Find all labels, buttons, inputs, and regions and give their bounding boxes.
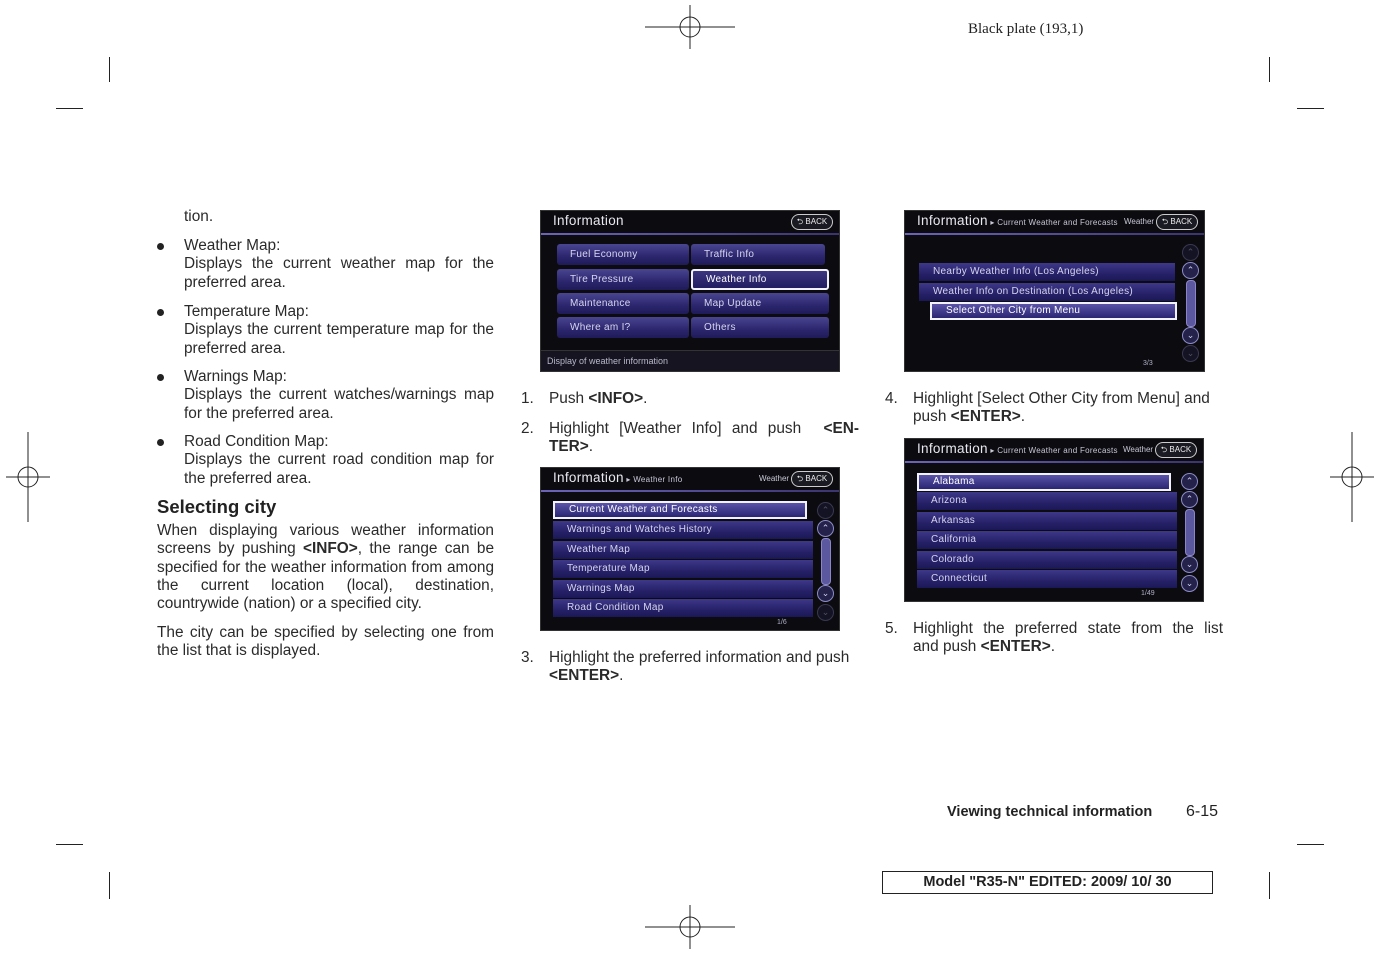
list-row[interactable]: Nearby Weather Info (Los Angeles) [919,263,1175,281]
key-label: <ENTER> [980,638,1051,656]
step-number: 5. [885,620,898,637]
registration-mark-bottom [645,905,735,949]
list-row[interactable]: Warnings Map [553,580,813,598]
bullet-title: Weather Map: [184,237,281,254]
scroll-top-icon[interactable]: ⌃ [817,502,834,519]
registration-mark-right [1330,432,1374,522]
registration-mark-top [645,5,735,49]
list-row-selected[interactable]: Select Other City from Menu [930,302,1177,320]
page-indicator: 3/3 [1143,360,1153,367]
key-label: <INFO> [588,390,644,407]
screen-title: Information ▸ Current Weather and Forecasts [917,441,1118,456]
crop-mark [56,844,83,845]
list-row[interactable]: Arizona [917,492,1177,510]
screen-title: Information ▸ Current Weather and Forecasts [917,213,1118,228]
crop-mark [56,108,83,109]
back-button[interactable]: ⮌ BACK [1155,442,1197,458]
bullet-text: Displays the current weather map for the preferred area. [184,255,494,291]
key-label: TER> [549,438,589,456]
step-text: Push <INFO>. [549,390,648,407]
scroll-bottom-icon[interactable]: ⌄ [817,604,834,621]
paragraph [157,522,494,613]
key-label: <INFO> [303,540,358,558]
bullet-dot [157,309,164,316]
crop-mark [1269,872,1270,899]
crop-mark [1297,844,1324,845]
scroll-up-icon[interactable]: ⌃ [817,520,834,537]
section-footer: Viewing technical information [947,804,1153,820]
scrollbar[interactable] [821,538,831,585]
nav-screen-weather-info [540,467,840,631]
page-number: 6-15 [1186,803,1219,820]
list-row[interactable]: California [917,531,1177,549]
back-button[interactable]: ⮌ BACK [791,471,833,487]
registration-mark-left [6,432,50,522]
menu-tile[interactable]: Where am I? [557,317,689,338]
para-text: , the range can be specified for the weather information from among the current location (local), destination, countrywide (nation) or a specified city. [157,540,494,613]
model-edited-box: Model "R35-N" EDITED: 2009/ 10/ 30 [882,871,1213,894]
menu-tile[interactable]: Others [691,317,829,338]
bullet-title: Road Condition Map: [184,433,329,450]
weather-label: Weather [1124,217,1155,226]
scroll-down-icon[interactable]: ⌄ [1182,327,1199,344]
menu-tile[interactable]: Tire Pressure [557,269,689,290]
crop-mark [1297,108,1324,109]
back-label: BACK [805,474,828,483]
screen-subtitle: ▸ Current Weather and Forecasts [987,446,1118,455]
scroll-down-icon[interactable]: ⌄ [1181,556,1198,573]
scroll-bottom-icon[interactable]: ⌄ [1182,345,1199,362]
status-bar: Display of weather information [541,350,839,371]
bullet-title: Warnings Map: [184,368,287,385]
step-text: Highlight the preferred information and push <ENTER>. [549,649,850,685]
bullet-item [184,433,494,488]
bullet-item [184,368,494,423]
list-row[interactable]: Temperature Map [553,560,813,578]
bullet-dot [157,439,164,446]
back-label: BACK [805,217,828,226]
back-label: BACK [1169,445,1192,454]
plate-label: Black plate (193,1) [968,21,1084,37]
continuation-text: tion. [184,208,214,225]
para-text: When displaying various weather information screens by pushing [157,522,494,558]
back-label: BACK [1170,217,1193,226]
list-row[interactable]: Weather Info on Destination (Los Angeles) [919,283,1175,301]
scroll-up-icon[interactable]: ⌃ [1182,262,1199,279]
bullet-dot [157,243,164,250]
header-divider [541,233,839,235]
bullet-title: Temperature Map: [184,303,309,320]
scroll-top-icon[interactable]: ⌃ [1181,473,1198,490]
scrollbar[interactable] [1186,280,1196,327]
screen-subtitle: ▸ Weather Info [623,475,683,484]
step-text: Highlight [Weather Info] and push <EN- TER>. [549,420,859,456]
list-row[interactable]: Arkansas [917,512,1177,530]
screen-title: Information ▸ Weather Info [553,470,683,485]
scroll-bottom-icon[interactable]: ⌄ [1181,575,1198,592]
key-label: <EN- [823,420,859,437]
scrollbar[interactable] [1185,509,1195,556]
page-indicator: 1/6 [777,619,787,626]
header-divider [905,461,1203,463]
key-label: <ENTER> [549,667,620,685]
bullet-text: Displays the current watches/warnings map for the preferred area. [184,386,494,422]
bullet-text: Displays the current road condition map for the preferred area. [184,451,494,487]
header-divider [905,233,1204,235]
step-number: 2. [521,420,534,437]
step-number: 3. [521,649,534,666]
bullet-item [184,237,494,292]
step-text: Highlight the preferred state from the list and push <ENTER>. [913,620,1223,656]
menu-tile[interactable]: Traffic Info [691,244,825,265]
crop-mark [1269,57,1270,82]
screen-title: Information [553,213,624,228]
list-row[interactable]: Colorado [917,551,1177,569]
list-row-selected[interactable]: Current Weather and Forecasts [553,501,807,519]
crop-mark [109,57,110,82]
page-indicator: 1/49 [1141,590,1155,597]
bullet-item [184,303,494,358]
crop-mark [109,872,110,899]
step-number: 1. [521,390,534,407]
list-row-selected[interactable]: Alabama [917,473,1171,491]
menu-tile-selected[interactable]: Weather Info [691,269,829,290]
scroll-up-icon[interactable]: ⌃ [1181,491,1198,508]
scroll-top-icon[interactable]: ⌃ [1182,244,1199,261]
step-text: Highlight [Select Other City from Menu] and push <ENTER>. [913,390,1210,426]
key-label: <ENTER> [950,408,1021,426]
section-heading: Selecting city [157,496,277,517]
paragraph: The city can be specified by selecting one from the list that is displayed. [157,624,494,660]
weather-label: Weather [1123,445,1154,454]
bullet-dot [157,374,164,381]
header-divider [541,490,839,492]
menu-tile[interactable]: Map Update [691,293,829,314]
step-number: 4. [885,390,898,407]
list-row[interactable]: Weather Map [553,541,813,559]
screen-subtitle: ▸ Current Weather and Forecasts [987,218,1118,227]
bullet-text: Displays the current temperature map for the preferred area. [184,321,494,357]
back-button[interactable]: ⮌ BACK [791,214,833,230]
menu-tile[interactable]: Maintenance [557,293,689,314]
list-row[interactable]: Connecticut [917,570,1177,588]
nav-screen-state-list [904,438,1204,602]
list-row[interactable]: Warnings and Watches History [553,521,813,539]
weather-label: Weather [759,474,790,483]
scroll-down-icon[interactable]: ⌄ [817,585,834,602]
back-button[interactable]: ⮌ BACK [1156,214,1198,230]
list-row[interactable]: Road Condition Map [553,599,813,617]
nav-screen-information [540,210,840,372]
nav-screen-current-weather [904,210,1205,372]
menu-tile[interactable]: Fuel Economy [557,244,689,265]
